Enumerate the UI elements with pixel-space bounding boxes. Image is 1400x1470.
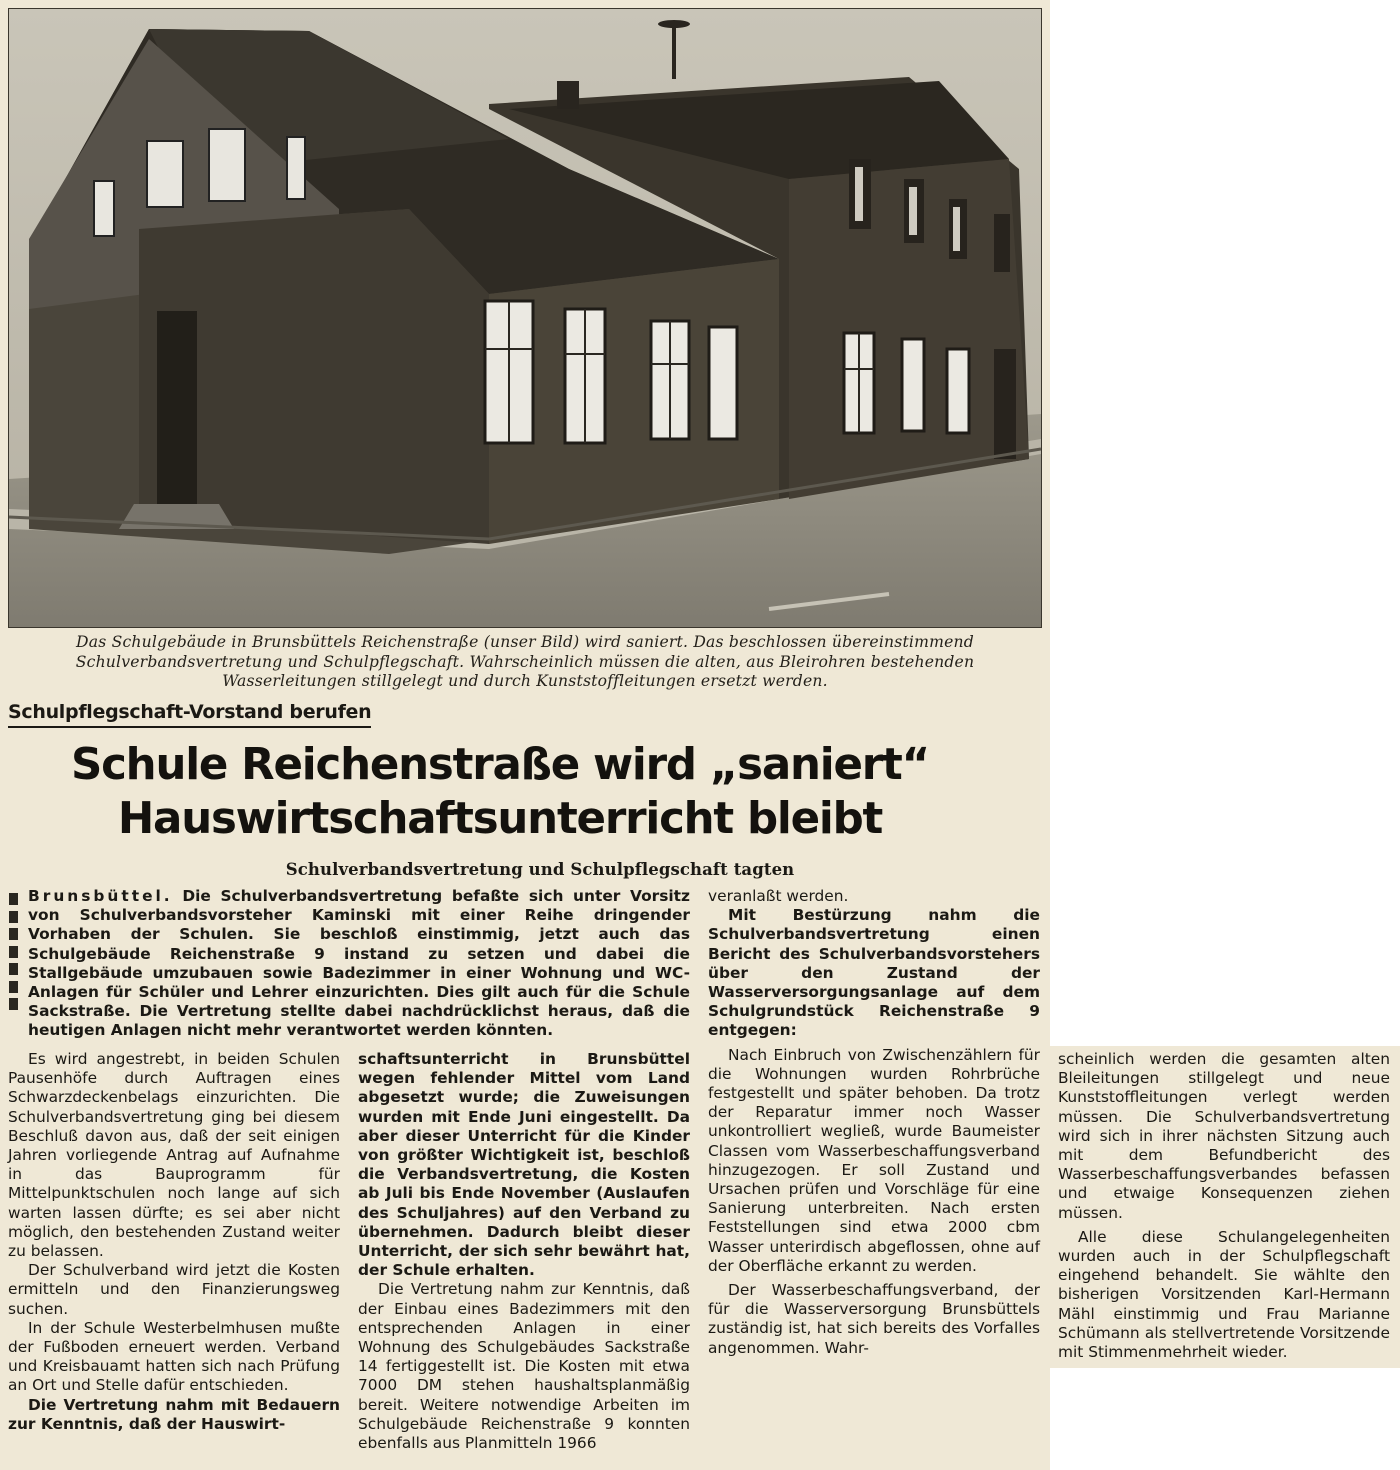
paragraph: In der Schule Westerbelmhusen mußte der Fußboden erneuert werden. Verband und Kreisbauamt hatten sich nach Prüfung an Ort und Stelle dafür entschieden. xyxy=(8,1318,340,1395)
paragraph: Der Schulverband wird jetzt die Kosten ermitteln und den Finanzierungsweg suchen. xyxy=(8,1261,340,1318)
paragraph: scheinlich werden die gesamten alten Bleileitungen stillgelegt und neue Kunststoffleitungen verlegt werden müssen. Die Schulverbandsvertretung wird sich in ihrer nächsten Sitzung auch mit dem Befundbericht des Wasserbeschaffungsverbandes befassen und etwaige Konsequenzen ziehen müssen. xyxy=(1058,1050,1390,1222)
paragraph: schaftsunterricht in Brunsbüttel wegen fehlender Mittel vom Land abgesetzt wurde; die Zuweisungen wurden mit Ende Juni eingestellt. Da aber dieser Unterricht für die Kinder von größter Wichtigkeit ist, beschloß die Verbandsvertretung, die Kosten ab Juli bis Ende November (Auslaufen des Schuljahres) auf den Verband zu übernehmen. Dadurch bleibt dieser Unterricht, der sich sehr bewährt hat, der Schule erhalten. xyxy=(358,1050,690,1280)
school-building-illustration xyxy=(9,9,1041,627)
lead-text: Die Schulverbandsvertretung befaßte sich unter Vorsitz von Schulverbandsvorsteher Kaminski mit einer Reihe dringender Vorhaben der Schulen. Sie beschloß einstimmig, jetzt auch das Schulgebäude Reichenstraße 9 instand zu setzen und dabei die Stallgebäude umzubauen sowie Badezimmer in einer Wohnung und WC-Anlagen für Schüler und Lehrer einzurichten. Dies gilt auch für die Schule Sackstraße. Die Vertretung stellte dabei nachdrücklichst heraus, daß die heutigen Anlagen nicht mehr verantwortet werden könnten. xyxy=(28,887,690,1040)
paragraph: Die Vertretung nahm zur Kenntnis, daß der Einbau eines Badezimmers mit den entsprechenden Anlagen in einer Wohnung des Schulgebäudes Sackstraße 14 fertiggestellt ist. Die Kosten mit etwa 7000 DM stehen haushaltsplanmäßig bereit. Weitere notwendige Arbeiten im Schulgebäude Reichenstraße 9 konnten ebenfalls aus Planmitteln 1966 xyxy=(358,1280,690,1453)
caption-line: Das Schulgebäude in Brunsbüttels Reichenstraße (unser Bild) wird saniert. Das beschlossen übereinstimmend xyxy=(76,633,974,651)
headline-line-1: Schule Reichenstraße wird „saniert“ xyxy=(70,740,930,790)
headline xyxy=(0,738,1000,846)
dateline: Brunsbüttel. xyxy=(28,887,173,905)
headline-line-2: Hauswirtschaftsunterricht bleibt xyxy=(117,794,883,844)
paragraph: Nach Einbruch von Zwischenzählern für die Wohnungen wurden Rohrbrüche festgestellt und später behoben. Da trotz der Reparatur immer noch Wasser unkontrolliert wegließ, wurde Baumeister Classen vom Wasserbeschaffungsverband hinzugezogen. Er soll Zustand und Ursachen prüfen und Vorschläge für eine Sanierung unterbreiten. Nach ersten Feststellungen sind etwa 2000 cbm Wasser unterirdisch abgeflossen, ohne auf der Oberfläche erkannt zu werden. xyxy=(708,1045,1040,1275)
article-column-3 xyxy=(708,887,1040,1358)
lead-paragraph xyxy=(28,887,690,1041)
caption-line: Schulverbandsvertretung und Schulpflegschaft. Wahrscheinlich müssen die alten, aus Bleirohren bestehenden xyxy=(75,652,975,671)
paragraph: Der Wasserbeschaffungsverband, der für die Wasserversorgung Brunsbüttels zuständig ist, hat sich bereits des Vorfalles angenommen. Wahr- xyxy=(708,1281,1040,1357)
subheadline: Schulverbandsvertretung und Schulpflegschaft tagten xyxy=(285,860,795,879)
paragraph: Es wird angestrebt, in beiden Schulen Pausenhöfe durch Auftragen eines Schwarzdeckenbelags einzurichten. Die Schulverbandsvertretung ging bei diesem Beschluß davon aus, daß der seit einigen Jahren vorliegende Antrag auf Aufnahme in das Bauprogramm für Mittelpunktschulen noch lange auf sich warten lassen dürfte; es sei aber nicht möglich, den bestehenden Zustand weiter zu belassen. xyxy=(8,1050,340,1261)
paragraph: veranlaßt werden. xyxy=(708,887,849,905)
school-building-photo xyxy=(8,8,1042,628)
photo-caption xyxy=(18,633,1032,692)
caption-line: Wasserleitungen stillgelegt und durch Kunststoffleitungen ersetzt werden. xyxy=(222,672,828,690)
paragraph: Alle diese Schulangelegenheiten wurden auch in der Schulpflegschaft eingehend behandelt. Sie wählte den bisherigen Vorsitzenden Karl-Hermann Mähl einstimmig und Frau Marianne Schümann als stellvertretende Vorsitzende mit Stimmenmehrheit wieder. xyxy=(1058,1227,1390,1362)
kicker-line: Schulpflegschaft-Vorstand berufen xyxy=(8,701,371,728)
paragraph: Die Vertretung nahm mit Bedauern zur Kenntnis, daß der Hauswirt- xyxy=(8,1395,340,1433)
article-column-1 xyxy=(8,1050,340,1434)
paragraph: Mit Bestürzung nahm die Schulverbandsvertretung einen Bericht des Schulverbandsvorstehers über den Zustand der Wasserversorgungsanlage auf dem Schulgrundstück Reichenstraße 9 entgegen: xyxy=(708,906,1040,1040)
article-column-2 xyxy=(358,1050,690,1453)
article-column-4 xyxy=(1058,1050,1390,1362)
lead-marker-bars xyxy=(9,893,19,1016)
